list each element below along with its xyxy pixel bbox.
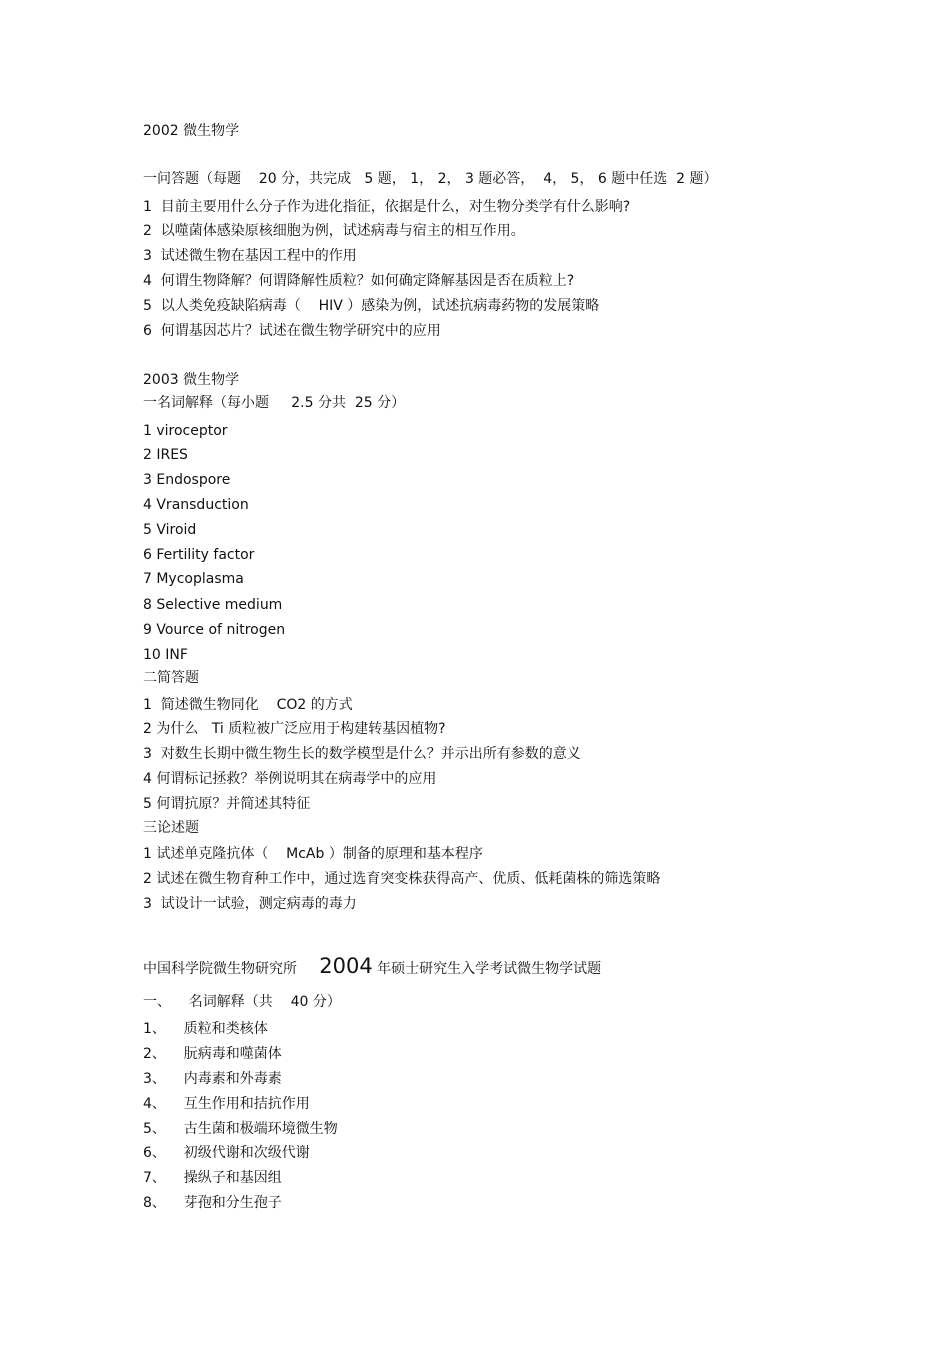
short-question-item: 3 对数生长期中微生物生长的数学模型是什么？并示出所有参数的意义 [143,746,581,762]
term-item: 3 Endospore [143,472,231,488]
term-item: 6 Fertility factor [143,547,255,563]
term-item: 10 INF [143,647,188,663]
question-item: 2 以噬菌体感染原核细胞为例，试述病毒与宿主的相互作用。 [143,223,525,239]
short-question-item: 5 何谓抗原？并简述其特征 [143,796,311,812]
term-pair-item: 8、 芽孢和分生孢子 [143,1195,282,1211]
term-pair-item: 5、 古生菌和极端环境微生物 [143,1121,338,1137]
term-item: 8 Selective medium [143,597,283,613]
section-2003-part1-heading: 一名词解释（每小题 2.5 分共 25 分） [143,395,406,411]
term-item: 4 Vransduction [143,497,249,513]
term-pair-item: 1、 质粒和类核体 [143,1021,268,1037]
essay-question-item: 1 试述单克隆抗体（ McAb ）制备的原理和基本程序 [143,846,483,862]
short-question-item: 4 何谓标记拯救？举例说明其在病毒学中的应用 [143,771,437,787]
term-pair-item: 3、 内毒素和外毒素 [143,1071,282,1087]
term-item: 2 IRES [143,447,188,463]
section-2002-title: 2002 微生物学 [143,123,240,139]
term-pair-item: 4、 互生作用和拮抗作用 [143,1096,310,1112]
term-item: 9 Vource of nitrogen [143,622,286,638]
essay-question-item: 2 试述在微生物育种工作中，通过选育突变株获得高产、优质、低耗菌株的筛选策略 [143,871,661,887]
section-2003-part2-heading: 二简答题 [143,670,199,686]
question-item: 5 以人类免疫缺陷病毒（ HIV ）感染为例，试述抗病毒药物的发展策略 [143,298,600,314]
essay-question-item: 3 试设计一试验，测定病毒的毒力 [143,896,357,912]
section-2004-part1-heading: 一、 名词解释（共 40 分） [143,994,341,1010]
section-2003-title: 2003 微生物学 [143,372,240,388]
short-question-item: 2 为什么 Ti 质粒被广泛应用于构建转基因植物? [143,721,446,737]
section-2004-title-prefix: 中国科学院微生物研究所 [143,961,320,977]
short-question-item: 1 简述微生物同化 CO2 的方式 [143,697,353,713]
section-2004-title-suffix: 年硕士研究生入学考试微生物学试题 [372,961,602,977]
term-item: 5 Viroid [143,522,197,538]
question-item: 3 试述微生物在基因工程中的作用 [143,248,357,264]
section-2003-part3-heading: 三论述题 [143,820,199,836]
section-2004-title [143,955,601,980]
question-item: 6 何谓基因芯片？试述在微生物学研究中的应用 [143,323,441,339]
section-2002-instructions: 一问答题（每题 20 分，共完成 5 题， 1， 2， 3 题必答， 4， 5， 6 题中任选 2 题） [143,171,718,187]
term-pair-item: 7、 操纵子和基因组 [143,1170,282,1186]
term-pair-item: 2、 朊病毒和噬菌体 [143,1046,282,1062]
section-2004-title-year: 2004 [319,954,373,978]
question-item: 4 何谓生物降解？何谓降解性质粒？如何确定降解基因是否在质粒上? [143,273,575,289]
term-item: 1 viroceptor [143,423,228,439]
question-item: 1 目前主要用什么分子作为进化指征，依据是什么，对生物分类学有什么影响? [143,199,631,215]
term-item: 7 Mycoplasma [143,571,244,587]
term-pair-item: 6、 初级代谢和次级代谢 [143,1145,310,1161]
